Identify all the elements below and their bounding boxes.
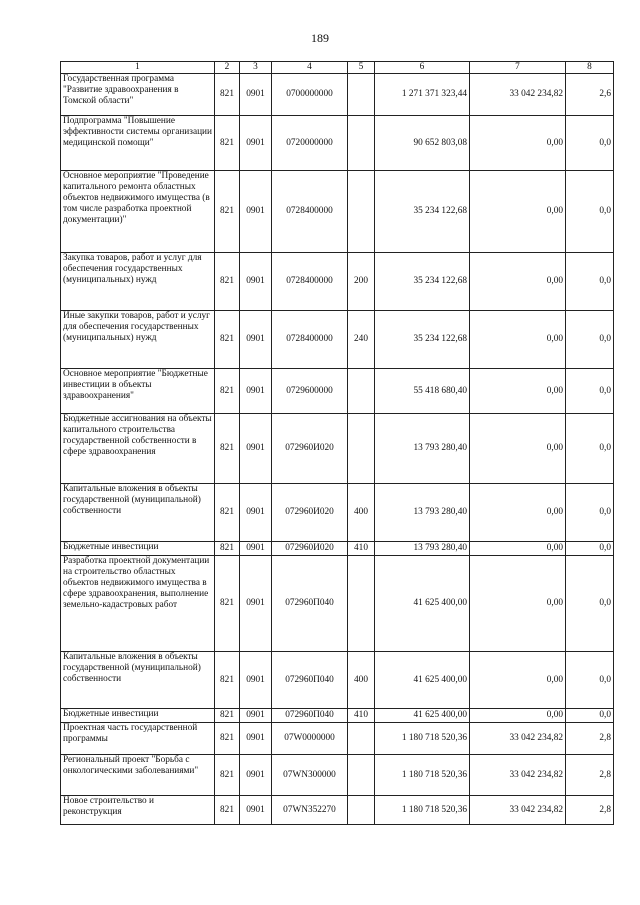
cell-col5 xyxy=(348,755,375,796)
cell-col8: 0,0 xyxy=(566,652,614,709)
table-row xyxy=(61,556,614,652)
row-name: Бюджетные ассигнования на объекты капитального строительства государственной собственности в сфере здравоохранения xyxy=(61,414,215,484)
cell-col3: 0901 xyxy=(240,484,272,542)
cell-col6: 41 625 400,00 xyxy=(375,652,470,709)
cell-col3: 0901 xyxy=(240,723,272,755)
row-name: Новое строительство и реконструкция xyxy=(61,796,215,825)
cell-col7: 0,00 xyxy=(470,556,566,652)
table-row xyxy=(61,414,614,484)
table-row xyxy=(61,542,614,556)
row-name: Капитальные вложения в объекты государственной (муниципальной) собственности xyxy=(61,652,215,709)
cell-col8: 2,8 xyxy=(566,723,614,755)
cell-col3: 0901 xyxy=(240,556,272,652)
cell-col2: 821 xyxy=(215,709,240,723)
cell-col7: 33 042 234,82 xyxy=(470,74,566,116)
table-row xyxy=(61,723,614,755)
header-row xyxy=(61,62,614,74)
header-col-4: 4 xyxy=(272,62,348,74)
cell-col2: 821 xyxy=(215,369,240,414)
cell-col3: 0901 xyxy=(240,116,272,171)
table-row xyxy=(61,755,614,796)
table-row xyxy=(61,74,614,116)
cell-col3: 0901 xyxy=(240,369,272,414)
cell-col8: 0,0 xyxy=(566,414,614,484)
cell-col4: 072960И020 xyxy=(272,414,348,484)
header-col-1: 1 xyxy=(61,62,215,74)
cell-col5: 410 xyxy=(348,709,375,723)
row-name: Проектная часть государственной программы xyxy=(61,723,215,755)
cell-col8: 0,0 xyxy=(566,556,614,652)
table-row xyxy=(61,369,614,414)
cell-col3: 0901 xyxy=(240,74,272,116)
cell-col6: 1 271 371 323,44 xyxy=(375,74,470,116)
cell-col5: 240 xyxy=(348,311,375,369)
cell-col6: 1 180 718 520,36 xyxy=(375,755,470,796)
cell-col6: 55 418 680,40 xyxy=(375,369,470,414)
row-name: Региональный проект "Борьба с онкологическими заболеваниями" xyxy=(61,755,215,796)
row-name: Основное мероприятие "Проведение капитального ремонта областных объектов недвижимого имущества (в том числе разработка проектной документации)" xyxy=(61,171,215,253)
cell-col6: 13 793 280,40 xyxy=(375,542,470,556)
cell-col6: 35 234 122,68 xyxy=(375,171,470,253)
row-name: Основное мероприятие "Бюджетные инвестиции в объекты здравоохранения" xyxy=(61,369,215,414)
cell-col2: 821 xyxy=(215,723,240,755)
row-name: Иные закупки товаров, работ и услуг для обеспечения государственных (муниципальных) нужд xyxy=(61,311,215,369)
header-col-8: 8 xyxy=(566,62,614,74)
cell-col7: 33 042 234,82 xyxy=(470,796,566,825)
row-name: Подпрограмма "Повышение эффективности системы организации медицинской помощи" xyxy=(61,116,215,171)
cell-col2: 821 xyxy=(215,542,240,556)
cell-col5 xyxy=(348,414,375,484)
cell-col6: 41 625 400,00 xyxy=(375,556,470,652)
table-row xyxy=(61,652,614,709)
cell-col8: 0,0 xyxy=(566,311,614,369)
cell-col5: 200 xyxy=(348,253,375,311)
cell-col8: 2,8 xyxy=(566,755,614,796)
cell-col3: 0901 xyxy=(240,311,272,369)
cell-col6: 1 180 718 520,36 xyxy=(375,796,470,825)
cell-col4: 0729600000 xyxy=(272,369,348,414)
cell-col5 xyxy=(348,556,375,652)
cell-col7: 0,00 xyxy=(470,369,566,414)
cell-col4: 0728400000 xyxy=(272,253,348,311)
cell-col4: 07WN300000 xyxy=(272,755,348,796)
cell-col7: 0,00 xyxy=(470,484,566,542)
cell-col2: 821 xyxy=(215,652,240,709)
cell-col7: 0,00 xyxy=(470,311,566,369)
cell-col8: 0,0 xyxy=(566,542,614,556)
cell-col5 xyxy=(348,723,375,755)
cell-col3: 0901 xyxy=(240,755,272,796)
budget-table xyxy=(60,61,614,825)
cell-col2: 821 xyxy=(215,755,240,796)
table-row xyxy=(61,796,614,825)
table-row xyxy=(61,116,614,171)
header-col-2: 2 xyxy=(215,62,240,74)
cell-col2: 821 xyxy=(215,311,240,369)
row-name: Закупка товаров, работ и услуг для обеспечения государственных (муниципальных) нужд xyxy=(61,253,215,311)
cell-col3: 0901 xyxy=(240,414,272,484)
cell-col7: 0,00 xyxy=(470,253,566,311)
cell-col8: 0,0 xyxy=(566,709,614,723)
header-col-7: 7 xyxy=(470,62,566,74)
cell-col3: 0901 xyxy=(240,253,272,311)
cell-col2: 821 xyxy=(215,74,240,116)
cell-col3: 0901 xyxy=(240,652,272,709)
cell-col4: 072960И020 xyxy=(272,484,348,542)
table-row xyxy=(61,171,614,253)
cell-col4: 072960И020 xyxy=(272,542,348,556)
cell-col2: 821 xyxy=(215,414,240,484)
row-name: Бюджетные инвестиции xyxy=(61,542,215,556)
cell-col7: 0,00 xyxy=(470,171,566,253)
cell-col5 xyxy=(348,796,375,825)
cell-col3: 0901 xyxy=(240,542,272,556)
cell-col5: 410 xyxy=(348,542,375,556)
cell-col4: 0728400000 xyxy=(272,311,348,369)
cell-col8: 2,8 xyxy=(566,796,614,825)
cell-col5: 400 xyxy=(348,484,375,542)
cell-col6: 90 652 803,08 xyxy=(375,116,470,171)
cell-col7: 0,00 xyxy=(470,116,566,171)
cell-col4: 07WN352270 xyxy=(272,796,348,825)
table-row xyxy=(61,253,614,311)
cell-col8: 0,0 xyxy=(566,116,614,171)
table-row xyxy=(61,484,614,542)
cell-col4: 072960П040 xyxy=(272,709,348,723)
cell-col6: 41 625 400,00 xyxy=(375,709,470,723)
row-name: Бюджетные инвестиции xyxy=(61,709,215,723)
cell-col2: 821 xyxy=(215,116,240,171)
cell-col4: 0720000000 xyxy=(272,116,348,171)
cell-col2: 821 xyxy=(215,796,240,825)
row-name: Государственная программа "Развитие здравоохранения в Томской области" xyxy=(61,74,215,116)
cell-col4: 0700000000 xyxy=(272,74,348,116)
cell-col5 xyxy=(348,171,375,253)
cell-col6: 13 793 280,40 xyxy=(375,414,470,484)
cell-col5 xyxy=(348,369,375,414)
cell-col6: 1 180 718 520,36 xyxy=(375,723,470,755)
row-name: Разработка проектной документации на строительство областных объектов недвижимого имущества в сфере здравоохранения, выполнение земельно-кадастровых работ xyxy=(61,556,215,652)
cell-col8: 2,6 xyxy=(566,74,614,116)
table-row xyxy=(61,311,614,369)
cell-col7: 0,00 xyxy=(470,709,566,723)
cell-col6: 35 234 122,68 xyxy=(375,253,470,311)
cell-col4: 07W0000000 xyxy=(272,723,348,755)
cell-col6: 35 234 122,68 xyxy=(375,311,470,369)
table-row xyxy=(61,709,614,723)
cell-col2: 821 xyxy=(215,253,240,311)
cell-col2: 821 xyxy=(215,484,240,542)
cell-col2: 821 xyxy=(215,556,240,652)
cell-col3: 0901 xyxy=(240,709,272,723)
cell-col6: 13 793 280,40 xyxy=(375,484,470,542)
page-number: 189 xyxy=(311,31,329,45)
cell-col8: 0,0 xyxy=(566,253,614,311)
cell-col4: 072960П040 xyxy=(272,556,348,652)
cell-col3: 0901 xyxy=(240,171,272,253)
cell-col7: 0,00 xyxy=(470,652,566,709)
cell-col8: 0,0 xyxy=(566,369,614,414)
cell-col8: 0,0 xyxy=(566,484,614,542)
cell-col5 xyxy=(348,74,375,116)
cell-col7: 0,00 xyxy=(470,414,566,484)
cell-col5: 400 xyxy=(348,652,375,709)
header-col-5: 5 xyxy=(348,62,375,74)
cell-col4: 0728400000 xyxy=(272,171,348,253)
header-col-6: 6 xyxy=(375,62,470,74)
cell-col4: 072960П040 xyxy=(272,652,348,709)
cell-col3: 0901 xyxy=(240,796,272,825)
cell-col7: 33 042 234,82 xyxy=(470,723,566,755)
header-col-3: 3 xyxy=(240,62,272,74)
row-name: Капитальные вложения в объекты государственной (муниципальной) собственности xyxy=(61,484,215,542)
cell-col2: 821 xyxy=(215,171,240,253)
cell-col7: 0,00 xyxy=(470,542,566,556)
cell-col7: 33 042 234,82 xyxy=(470,755,566,796)
cell-col5 xyxy=(348,116,375,171)
cell-col8: 0,0 xyxy=(566,171,614,253)
